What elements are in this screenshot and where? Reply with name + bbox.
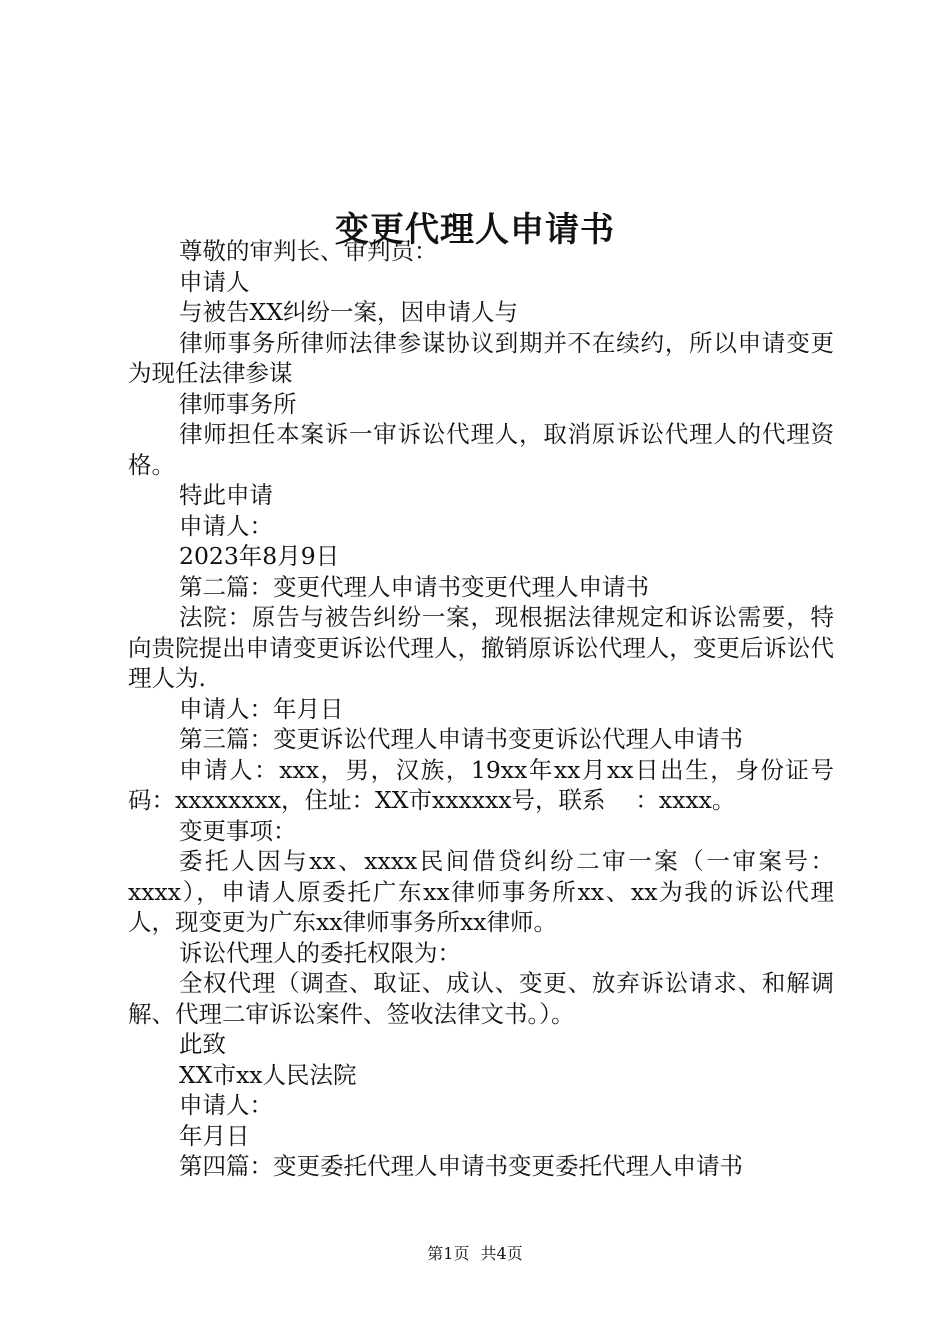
- paragraph-applicant-info: 申请人：xxx，男，汉族，19xx年xx月xx日出生，身份证号码：xxxxxxxx，住址：XX市xxxxxx号，联系 ：xxxx。: [128, 755, 834, 814]
- paragraph-agreement: 律师事务所律师法律参谋协议到期并不在续约，所以申请变更为现任法律参谋: [128, 328, 834, 387]
- paragraph-case: 与被告XX纠纷一案，因申请人与: [179, 298, 518, 326]
- page-total: 共4页: [480, 1244, 523, 1263]
- page-number: 第1页: [427, 1244, 470, 1263]
- paragraph-date-2: 年月日: [179, 1121, 250, 1150]
- paragraph-part-two-heading: 第二篇：变更代理人申请书变更代理人申请书: [179, 572, 649, 601]
- paragraph-court-request: 法院：原告与被告纠纷一案，现根据法律规定和诉讼需要，特向贵院提出申请变更诉讼代理人，撤销原诉讼代理人，变更后诉讼代理人为.: [128, 603, 834, 692]
- paragraph-authority-label: 诉讼代理人的委托权限为：: [179, 938, 461, 967]
- paragraph-to: 此致: [179, 1030, 226, 1058]
- page-footer: [0, 1244, 950, 1264]
- paragraph-signature-date: 申请人：年月日: [179, 694, 344, 723]
- paragraph-applicant: 申请人: [179, 267, 250, 296]
- paragraph-signature: 申请人：: [179, 511, 273, 540]
- paragraph-court-name: XX市xx人民法院: [179, 1060, 357, 1089]
- paragraph-part-three-heading: 第三篇：变更诉讼代理人申请书变更诉讼代理人申请书: [179, 725, 743, 753]
- page-title: 变更代理人申请书: [335, 209, 615, 250]
- paragraph-date: 2023年8月9日: [179, 542, 340, 570]
- paragraph-lawyer: 律师担任本案诉一审诉讼代理人，取消原诉讼代理人的代理资格。: [128, 420, 834, 479]
- paragraph-hereby: 特此申请: [179, 481, 273, 509]
- document-body: [128, 236, 834, 1182]
- paragraph-signature-2: 申请人：: [179, 1091, 273, 1119]
- paragraph-change-items: 变更事项：: [179, 816, 297, 845]
- paragraph-law-firm: 律师事务所: [179, 389, 297, 418]
- paragraph-part-four-heading: 第四篇：变更委托代理人申请书变更委托代理人申请书: [179, 1152, 743, 1180]
- paragraph-salutation: 尊敬的审判长、审判员：: [179, 237, 438, 265]
- paragraph-client-details: 委托人因与xx、xxxx民间借贷纠纷二审一案（一审案号：xxxx），申请人原委托广东xx律师事务所xx、xx为我的诉讼代理人，现变更为广东xx律师事务所xx律师。: [128, 847, 834, 936]
- paragraph-authority-detail: 全权代理（调查、取证、成认、变更、放弃诉讼请求、和解调解、代理二审诉讼案件、签收法律文书。）。: [128, 969, 834, 1028]
